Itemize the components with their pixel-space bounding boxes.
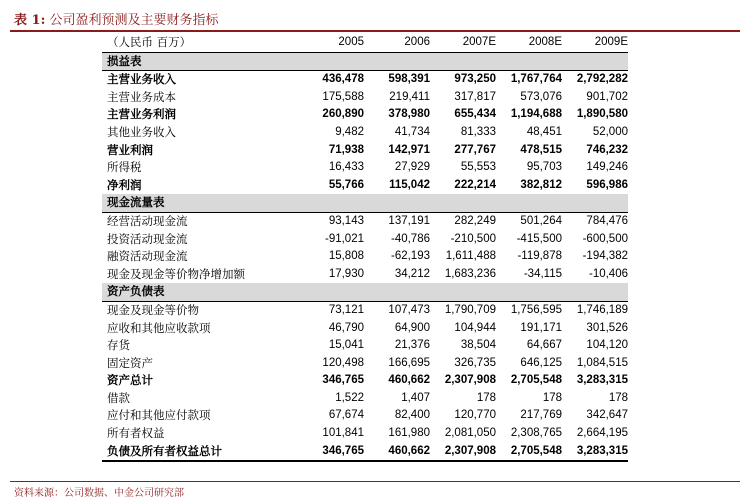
table-row — [102, 320, 628, 338]
table-row — [102, 355, 628, 373]
row-label: 投资活动现金流 — [107, 231, 188, 246]
table-row — [102, 89, 628, 107]
value-cell: 3,283,315 — [576, 374, 628, 387]
table-row — [102, 337, 628, 355]
table-row — [102, 301, 628, 319]
value-cell: 1,683,236 — [444, 267, 496, 280]
value-cell: 346,765 — [322, 374, 364, 387]
source-note: 资料来源：公司数据、中金公司研究部 — [14, 488, 184, 499]
value-cell: 142,971 — [388, 143, 430, 156]
value-cell: 191,171 — [520, 321, 562, 334]
table-row — [102, 443, 628, 462]
value-cell: 81,333 — [460, 125, 496, 138]
value-cell: 41,734 — [394, 125, 430, 138]
value-cell: 973,250 — [454, 73, 496, 86]
value-cell: 277,767 — [454, 143, 496, 156]
value-cell: 436,478 — [322, 73, 364, 86]
value-cell: -210,500 — [450, 232, 496, 245]
value-cell: 301,526 — [586, 321, 628, 334]
year-header: 2009E — [562, 34, 628, 52]
value-cell: 107,473 — [388, 303, 430, 316]
row-label: 经营活动现金流 — [107, 213, 188, 228]
value-cell: 101,841 — [322, 427, 364, 440]
value-cell: 2,705,548 — [510, 374, 562, 387]
section-title: 现金流量表 — [102, 194, 628, 212]
table-row — [102, 159, 628, 177]
value-cell: 2,307,908 — [444, 374, 496, 387]
table-row — [102, 124, 628, 142]
value-cell: 15,808 — [328, 250, 364, 263]
value-cell: -194,382 — [582, 250, 628, 263]
row-label: 现金及现金等价物 — [107, 302, 199, 317]
value-cell: 82,400 — [394, 409, 430, 422]
value-cell: 64,900 — [394, 321, 430, 334]
table-row — [102, 248, 628, 266]
value-cell: 901,702 — [586, 90, 628, 103]
row-label: 其他业务收入 — [107, 124, 176, 139]
section-title: 资产负债表 — [102, 283, 628, 301]
value-cell: 104,944 — [454, 321, 496, 334]
value-cell: 1,890,580 — [576, 108, 628, 121]
section-header-row — [102, 283, 628, 301]
value-cell: 346,765 — [298, 443, 364, 462]
value-cell: 1,522 — [335, 391, 364, 404]
value-cell: -600,500 — [582, 232, 628, 245]
table-title-text: 公司盈利预测及主要财务指标 — [49, 13, 219, 28]
value-cell: 1,407 — [401, 391, 430, 404]
value-cell: 64,667 — [526, 339, 562, 352]
value-cell: 55,553 — [460, 161, 496, 174]
value-cell: 2,664,195 — [576, 427, 628, 440]
value-cell: 178 — [542, 391, 562, 404]
value-cell: 55,766 — [328, 178, 364, 191]
value-cell: 2,307,908 — [430, 443, 496, 462]
table-row — [102, 407, 628, 425]
table-row — [102, 372, 628, 390]
value-cell: -10,406 — [588, 267, 628, 280]
row-label: 融资活动现金流 — [107, 249, 188, 264]
value-cell: 478,515 — [520, 143, 562, 156]
value-cell: 16,433 — [328, 161, 364, 174]
value-cell: 746,232 — [586, 143, 628, 156]
value-cell: 501,264 — [520, 214, 562, 227]
value-cell: 161,980 — [388, 427, 430, 440]
value-cell: 120,770 — [454, 409, 496, 422]
value-cell: 573,076 — [520, 90, 562, 103]
value-cell: 2,792,282 — [576, 73, 628, 86]
value-cell: 596,986 — [586, 178, 628, 191]
table-row — [102, 390, 628, 408]
row-label: 应付和其他应付款项 — [107, 408, 211, 423]
value-cell: -40,786 — [390, 232, 430, 245]
value-cell: 95,703 — [526, 161, 562, 174]
section-title: 损益表 — [102, 52, 628, 71]
row-label: 现金及现金等价物净增加额 — [107, 266, 245, 281]
row-label: 存货 — [107, 338, 130, 353]
value-cell: 21,376 — [394, 339, 430, 352]
value-cell: 1,194,688 — [510, 108, 562, 121]
value-cell: -91,021 — [324, 232, 364, 245]
value-cell: 342,647 — [586, 409, 628, 422]
value-cell: 2,705,548 — [496, 443, 562, 462]
value-cell: 73,121 — [328, 303, 364, 316]
year-header: 2006 — [364, 34, 430, 52]
table-row — [102, 212, 628, 230]
value-cell: 382,812 — [520, 178, 562, 191]
value-cell: 2,081,050 — [444, 427, 496, 440]
table-header-row — [102, 34, 628, 52]
row-label: 资产总计 — [107, 373, 153, 388]
table-row — [102, 106, 628, 124]
year-header: 2007E — [430, 34, 496, 52]
value-cell: 9,482 — [335, 125, 364, 138]
row-label: 所得税 — [107, 160, 142, 175]
row-label: 借款 — [107, 390, 130, 405]
value-cell: 460,662 — [388, 374, 430, 387]
table-row — [102, 266, 628, 284]
table-row — [102, 177, 628, 195]
source-divider — [10, 481, 740, 482]
value-cell: 1,611,488 — [445, 250, 496, 263]
table-row — [102, 425, 628, 443]
value-cell: 217,769 — [520, 409, 562, 422]
row-label: 主营业务收入 — [107, 72, 176, 87]
value-cell: -34,115 — [523, 267, 562, 280]
unit-label: （人民币 百万） — [102, 34, 298, 52]
value-cell: 1,790,709 — [444, 303, 496, 316]
section-header-row — [102, 52, 628, 71]
value-cell: 317,817 — [454, 90, 496, 103]
table-row — [102, 231, 628, 249]
value-cell: 1,746,189 — [576, 303, 628, 316]
row-label: 主营业务利润 — [107, 107, 176, 122]
value-cell: 120,498 — [322, 356, 364, 369]
value-cell: 3,283,315 — [562, 443, 628, 462]
value-cell: 282,249 — [454, 214, 496, 227]
value-cell: -62,193 — [390, 250, 430, 263]
value-cell: 149,246 — [586, 161, 628, 174]
value-cell: 598,391 — [388, 73, 430, 86]
value-cell: 784,476 — [586, 214, 628, 227]
table-title-prefix: 表 1: — [14, 13, 46, 28]
value-cell: 104,120 — [586, 339, 628, 352]
year-header: 2005 — [298, 34, 364, 52]
value-cell: 15,041 — [328, 339, 364, 352]
value-cell: 67,674 — [328, 409, 364, 422]
row-label: 主营业务成本 — [107, 89, 176, 104]
value-cell: 166,695 — [388, 356, 430, 369]
value-cell: 646,125 — [520, 356, 562, 369]
value-cell: 378,980 — [388, 108, 430, 121]
value-cell: 71,938 — [328, 143, 364, 156]
value-cell: 1,767,764 — [510, 73, 562, 86]
year-header: 2008E — [496, 34, 562, 52]
value-cell: 175,588 — [322, 90, 364, 103]
table-row — [102, 71, 628, 89]
table-title — [14, 9, 219, 28]
value-cell: 52,000 — [592, 125, 628, 138]
value-cell: -119,878 — [517, 250, 562, 263]
value-cell: 38,504 — [460, 339, 496, 352]
value-cell: 222,214 — [454, 178, 496, 191]
row-label: 所有者权益 — [107, 426, 165, 441]
title-divider — [10, 30, 740, 32]
value-cell: 137,191 — [388, 214, 430, 227]
table-row — [102, 142, 628, 160]
value-cell: 219,411 — [389, 90, 430, 103]
value-cell: 1,084,515 — [576, 356, 628, 369]
value-cell: 17,930 — [328, 267, 364, 280]
value-cell: 326,735 — [454, 356, 496, 369]
value-cell: 27,929 — [394, 161, 430, 174]
value-cell: 46,790 — [328, 321, 364, 334]
value-cell: 34,212 — [394, 267, 430, 280]
value-cell: 1,756,595 — [510, 303, 562, 316]
row-label: 负债及所有者权益总计 — [102, 443, 298, 462]
value-cell: 178 — [476, 391, 496, 404]
section-header-row — [102, 194, 628, 212]
value-cell: -415,500 — [516, 232, 562, 245]
value-cell: 460,662 — [364, 443, 430, 462]
row-label: 应收和其他应收款项 — [107, 320, 211, 335]
value-cell: 115,042 — [389, 178, 430, 191]
row-label: 营业利润 — [107, 142, 153, 157]
value-cell: 655,434 — [454, 108, 496, 121]
value-cell: 260,890 — [322, 108, 364, 121]
value-cell: 48,451 — [526, 125, 562, 138]
value-cell: 2,308,765 — [510, 427, 562, 440]
financial-table — [102, 34, 628, 462]
value-cell: 178 — [608, 391, 628, 404]
row-label: 固定资产 — [107, 355, 153, 370]
value-cell: 93,143 — [328, 214, 364, 227]
row-label: 净利润 — [107, 177, 142, 192]
